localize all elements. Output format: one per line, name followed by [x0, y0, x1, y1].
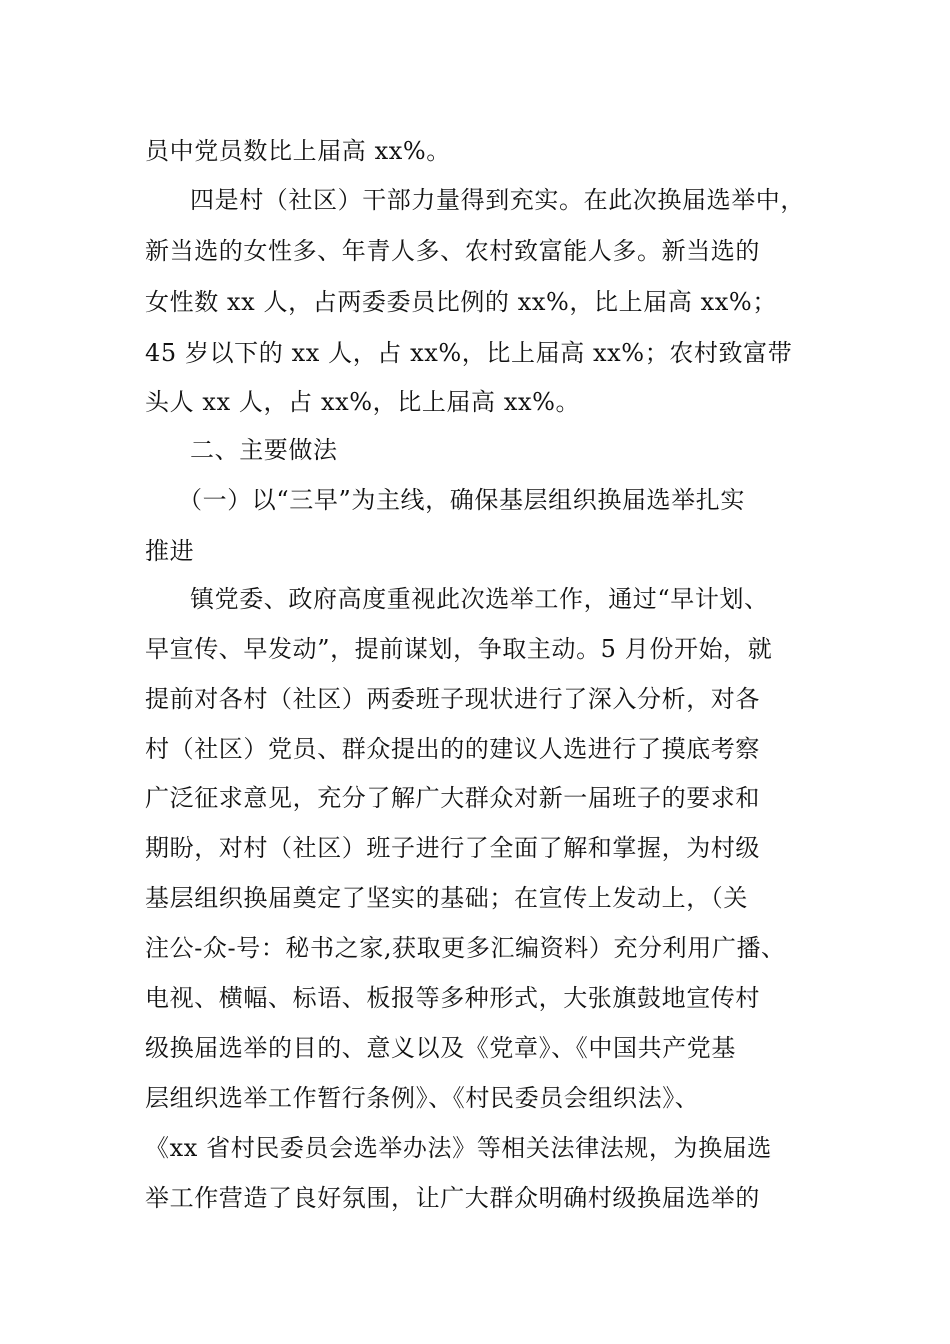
text-line-18: 电视、横幅、标语、板报等多种形式，大张旗鼓地宣传村	[145, 984, 760, 1012]
text-line-1: 员中党员数比上届高 xx%。	[145, 137, 451, 165]
text-line-22: 举工作营造了良好氛围，让广大群众明确村级换届选举的	[145, 1184, 760, 1212]
text-line-6: 头人 xx 人，占 xx%，比上届高 xx%。	[145, 388, 581, 416]
text-line-12: 提前对各村（社区）两委班子现状进行了深入分析，对各	[145, 685, 760, 713]
text-line-19: 级换届选举的目的、意义以及《党章》、《中国共产党基	[145, 1034, 736, 1062]
section-heading: 二、主要做法	[190, 436, 338, 464]
text-line-14: 广泛征求意见，充分了解广大群众对新一届班子的要求和	[145, 784, 760, 812]
text-line-20: 层组织选举工作暂行条例》、《村民委员会组织法》、	[145, 1084, 700, 1112]
text-line-17: 注公-众-号：秘书之家,获取更多汇编资料）充分利用广播、	[145, 934, 786, 962]
text-line-15: 期盼，对村（社区）班子进行了全面了解和掌握，为村级	[145, 834, 760, 862]
subsection-heading-line-2: 推进	[145, 537, 195, 565]
text-line-11: 早宣传、早发动”，提前谋划，争取主动。5 月份开始，就	[145, 635, 773, 663]
text-line-5: 45 岁以下的 xx 人，占 xx%，比上届高 xx%；农村致富带	[145, 339, 793, 367]
text-line-21: 《xx 省村民委员会选举办法》等相关法律法规，为换届选	[145, 1134, 772, 1162]
text-line-3: 新当选的女性多、年青人多、农村致富能人多。新当选的	[145, 237, 760, 265]
subsection-heading-line-1: （一）以“三早”为主线，确保基层组织换届选举扎实	[178, 486, 745, 514]
text-line-10: 镇党委、政府高度重视此次选举工作，通过“早计划、	[190, 585, 769, 613]
text-line-16: 基层组织换届奠定了坚实的基础；在宣传上发动上，（关	[145, 884, 748, 912]
text-line-2: 四是村（社区）干部力量得到充实。在此次换届选举中，	[190, 186, 805, 214]
text-line-4: 女性数 xx 人，占两委委员比例的 xx%，比上届高 xx%；	[145, 288, 777, 316]
text-line-13: 村（社区）党员、群众提出的的建议人选进行了摸底考察	[145, 735, 760, 763]
